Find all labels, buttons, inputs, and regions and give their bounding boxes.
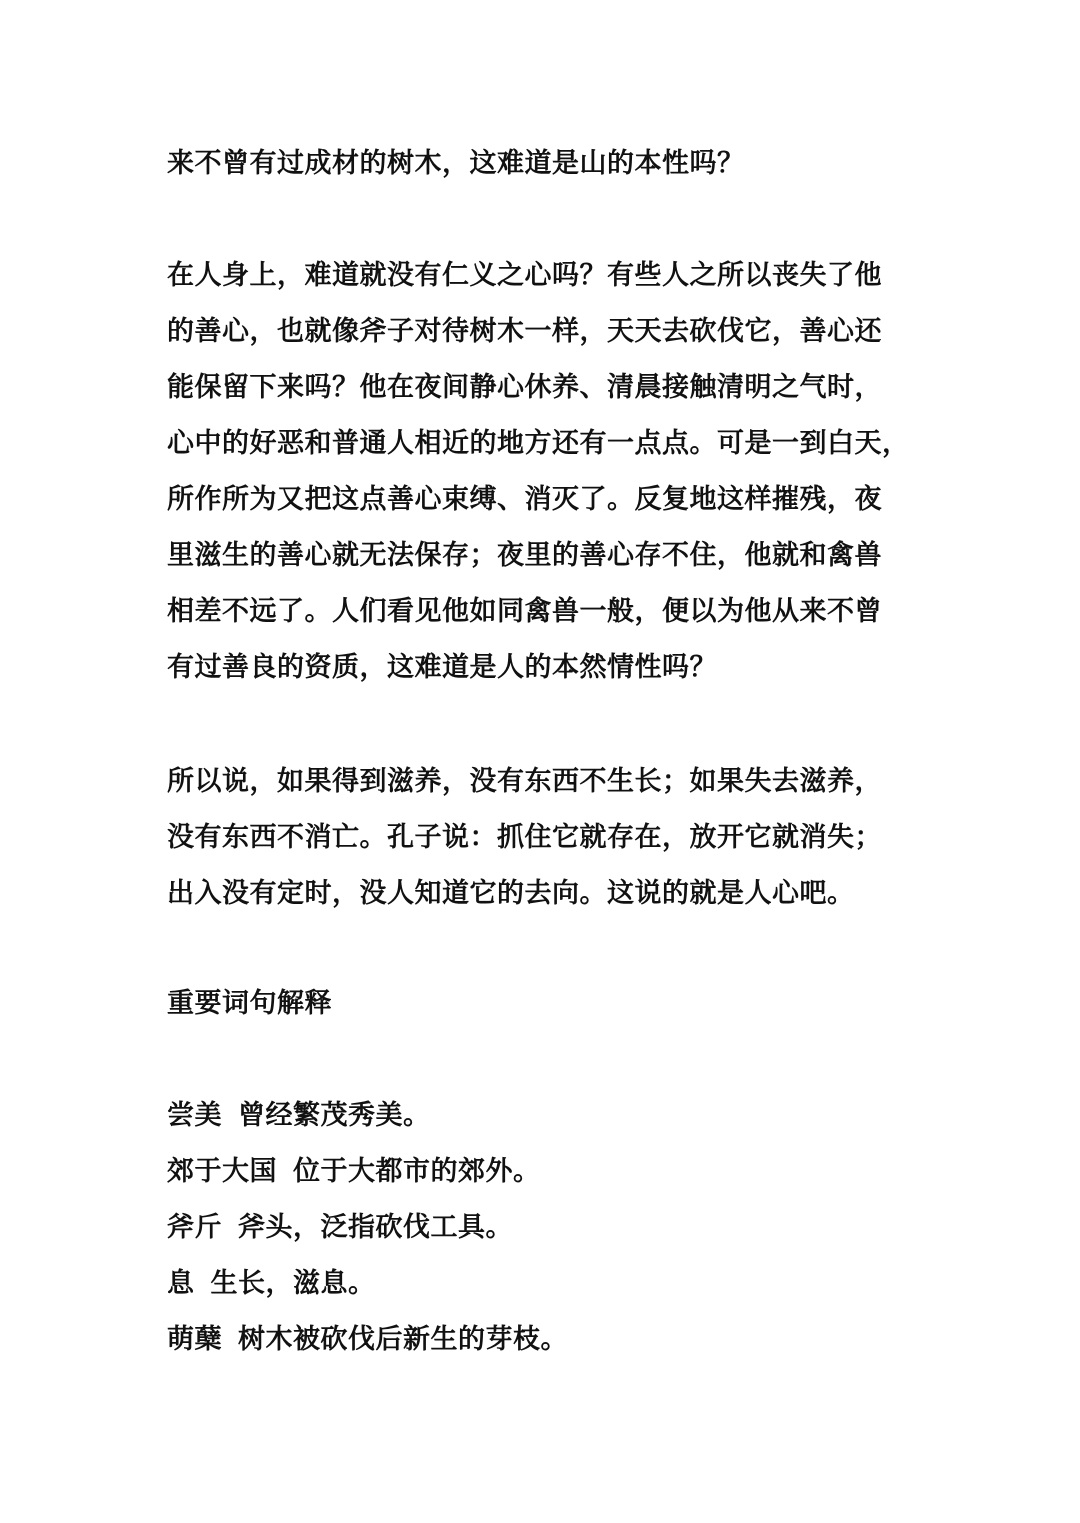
glossary-entry	[167, 1264, 376, 1304]
glossary-definition: 曾经繁茂秀美。	[238, 1100, 431, 1131]
paragraph-2-line-2: 的善心，也就像斧子对待树木一样，天天去砍伐它，善心还	[167, 316, 882, 347]
glossary-entry	[167, 1320, 568, 1360]
paragraph-3-line-1: 所以说，如果得到滋养，没有东西不生长；如果失去滋养，	[167, 766, 882, 797]
paragraph-2-line-3: 能保留下来吗？他在夜间静心休养、清晨接触清明之气时，	[167, 372, 882, 403]
paragraph-2-line-1: 在人身上，难道就没有仁义之心吗？有些人之所以丧失了他	[167, 260, 882, 291]
glossary-entry	[167, 1096, 431, 1136]
glossary-definition: 生长，滋息。	[210, 1268, 376, 1299]
paragraph-2-line-6: 里滋生的善心就无法保存；夜里的善心存不住，他就和禽兽	[167, 540, 882, 571]
paragraph-2-line-4: 心中的好恶和普通人相近的地方还有一点点。可是一到白天，	[167, 428, 910, 459]
glossary-definition: 斧头，泛指砍伐工具。	[238, 1212, 513, 1243]
glossary-definition: 树木被砍伐后新生的芽枝。	[238, 1324, 568, 1355]
paragraph-2-line-8: 有过善良的资质，这难道是人的本然情性吗？	[167, 652, 717, 683]
glossary-heading: 重要词句解释	[167, 988, 332, 1019]
paragraph-3-line-3: 出入没有定时，没人知道它的去向。这说的就是人心吧。	[167, 878, 855, 909]
glossary-entry	[167, 1208, 513, 1248]
glossary-term: 郊于大国	[167, 1156, 277, 1187]
glossary-entry	[167, 1152, 541, 1192]
glossary-definition: 位于大都市的郊外。	[293, 1156, 541, 1187]
glossary-term: 斧斤	[167, 1212, 222, 1243]
paragraph-1-line-1: 来不曾有过成材的树木，这难道是山的本性吗？	[167, 148, 745, 179]
paragraph-3-line-2: 没有东西不消亡。孔子说：抓住它就存在，放开它就消失；	[167, 822, 882, 853]
glossary-term: 萌蘖	[167, 1324, 222, 1355]
paragraph-2-line-7: 相差不远了。人们看见他如同禽兽一般，便以为他从来不曾	[167, 596, 882, 627]
glossary-term: 尝美	[167, 1100, 222, 1131]
glossary-term: 息	[167, 1268, 195, 1299]
paragraph-2-line-5: 所作所为又把这点善心束缚、消灭了。反复地这样摧残，夜	[167, 484, 882, 515]
